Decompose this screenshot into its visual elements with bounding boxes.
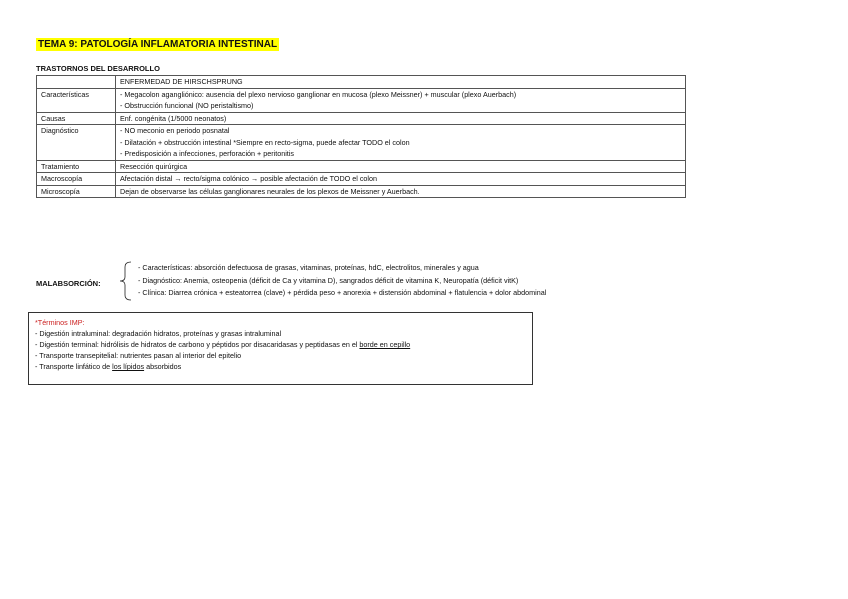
table-header-row [37, 76, 686, 89]
row-line: - Obstrucción funcional (NO peristaltismo) [120, 101, 254, 110]
row-label: Microscopía [37, 185, 116, 198]
terminos-text: - Transporte linfático de [35, 362, 113, 371]
section-heading: TRASTORNOS DEL DESARROLLO [36, 64, 160, 73]
hirschsprung-table [36, 75, 686, 198]
curly-brace-icon [117, 261, 137, 301]
malabsorcion-list [138, 262, 546, 300]
row-content [116, 112, 686, 125]
table-row [37, 160, 686, 173]
terminos-line [35, 361, 526, 372]
row-label: Diagnóstico [37, 125, 116, 161]
row-line: Afectación distal → recto/sigma colónico → posible afectación de TODO el colon [120, 174, 378, 183]
table-row [37, 88, 686, 112]
terminos-line: - Transporte transepitelial: nutrientes pasan al interior del epitelio [35, 351, 242, 360]
row-line: - NO meconio en periodo posnatal [120, 126, 230, 135]
row-line: Dejan de observarse las células ganglionares neurales de los plexos de Meissner y Auerbach. [120, 186, 420, 196]
table-row [37, 173, 686, 186]
underlined-term: borde en cepillo [359, 340, 411, 349]
terminos-text: - Digestión terminal: hidrólisis de hidratos de carbono y péptidos por disacaridasas y peptidasas en el [35, 340, 360, 349]
row-content [116, 185, 686, 198]
list-item: - Diagnóstico: Anemia, osteopenia (déficit de Ca y vitamina D), sangrados déficit de vitamina K, Neuropatía (déficit vitK) [138, 275, 519, 285]
table-row [37, 185, 686, 198]
row-content [116, 173, 686, 186]
list-item: - Clínica: Diarrea crónica + esteatorrea (clave) + pérdida peso + anorexia + distensión abdominal + flatulencia + dolor abdominal [138, 288, 547, 297]
underlined-term: los lípidos [112, 362, 145, 371]
terminos-line: - Digestión intraluminal: degradación hidratos, proteínas y grasas intraluminal [35, 329, 282, 338]
table-row [37, 112, 686, 125]
table-row [37, 125, 686, 161]
row-label: Tratamiento [37, 160, 116, 173]
terminos-box [28, 312, 533, 385]
table-corner-cell [37, 76, 116, 89]
page-title: TEMA 9: PATOLOGÍA INFLAMATORIA INTESTINAL [38, 39, 278, 50]
row-content [116, 125, 686, 161]
row-line: - Predisposición a infecciones, perforación + peritonitis [120, 149, 294, 158]
terminos-title: *Términos IMP: [35, 318, 85, 327]
row-label: Características [37, 88, 116, 112]
malabsorcion-label: MALABSORCIÓN: [36, 279, 101, 288]
terminos-text: absorbidos [144, 362, 182, 371]
list-item: - Características: absorción defectuosa de grasas, vitaminas, proteínas, hdC, electrolitos, minerales y agua [138, 263, 479, 272]
row-line: - Dilatación + obstrucción intestinal *Siempre en recto-sigma, puede afectar TODO el colon [120, 137, 410, 147]
row-line: - Megacolon agangliónico: ausencia del plexo nervioso ganglionar en mucosa (plexo Meissner) + muscular (plexo Auerbach) [120, 89, 517, 99]
row-line: Enf. congénita (1/5000 neonatos) [120, 113, 227, 123]
row-content [116, 88, 686, 112]
row-line: Resección quirúrgica [120, 161, 188, 171]
row-label: Causas [37, 112, 116, 125]
row-label: Macroscopía [37, 173, 116, 186]
table-header-cell: ENFERMEDAD DE HIRSCHSPRUNG [116, 76, 686, 89]
row-content [116, 160, 686, 173]
terminos-line [35, 339, 526, 350]
